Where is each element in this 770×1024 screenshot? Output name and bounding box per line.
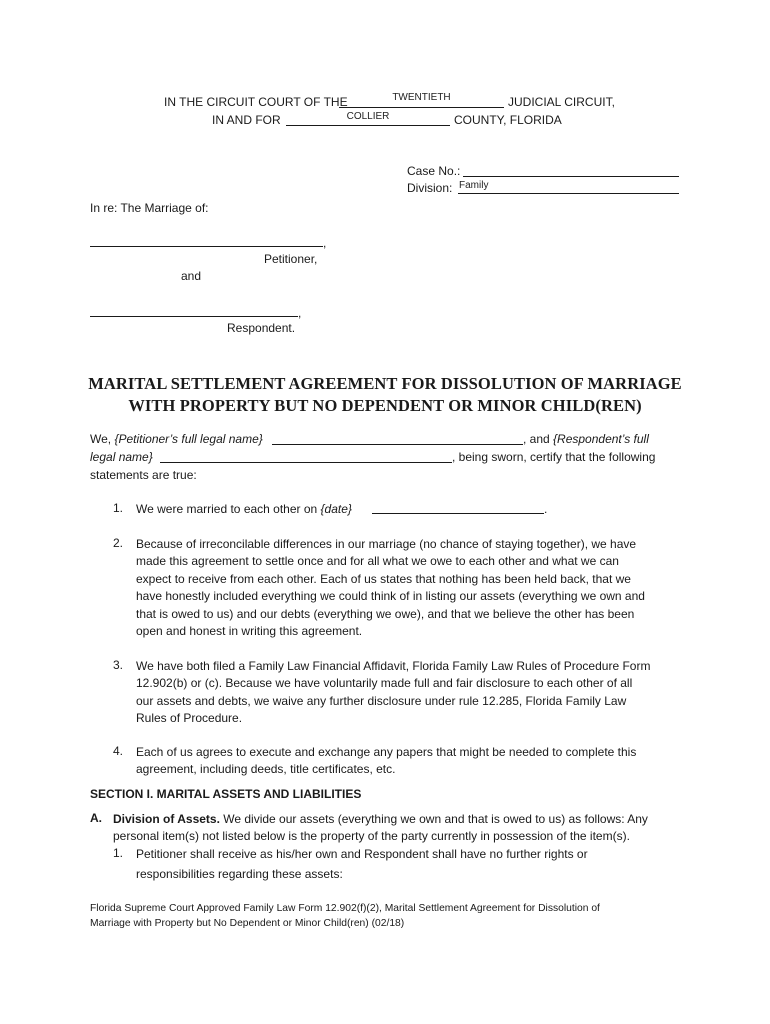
marriage-date-field[interactable] [372,513,544,514]
item-4-number: 4. [113,744,124,758]
petitioner-name-hint: {Petitioner’s full legal name} [114,432,263,446]
court-suffix: JUDICIAL CIRCUIT, [508,95,615,109]
petitioner-comma: , [323,236,327,250]
division-of-assets-title: Division of Assets. [113,812,220,826]
circuit-field-line[interactable] [339,107,504,108]
form-title-line-1: MARITAL SETTLEMENT AGREEMENT FOR DISSOLUTION OF MARRIAGE [88,374,682,393]
and-label: and [181,269,202,283]
county-prefix: IN AND FOR [212,113,281,127]
section-a-label: A. [90,811,102,825]
sub-item-1-line-2: responsibilities regarding these assets: [136,867,343,881]
petitioner-label: Petitioner, [264,252,318,266]
division-value[interactable]: Family [459,180,489,191]
petitioner-name-field[interactable] [90,246,323,247]
item-2-text: Because of irreconcilable differences in our marriage (no chance of staying together), we have made this agreement to settle once and for all what we owe to each other and what we can expect to receive from each other. Each of us states that nothing has been held back, that we have honestly included everything we could think of in listing our assets (everything we own and that is owed to us) and our debts (everything we owe), and that we believe the other has been open and honest in writing this agreement. [136,537,645,639]
court-prefix: IN THE CIRCUIT COURT OF THE [164,95,348,109]
county-field-value[interactable]: COLLIER [346,111,390,122]
form-footer: Florida Supreme Court Approved Family Law Form 12.902(f)(2), Marital Settlement Agreement for Dissolution of Marriage with Property but No Dependent or Minor Child(ren) (02/18) [90,903,600,929]
intro-line-2-end: , being sworn, certify that the following [452,450,656,464]
section-a-text: Division of Assets. We divide our assets (everything we own and that is owed to us) as follows: Any personal item(s) not listed below is the property of the party currently in possession of the item(s). [113,812,648,844]
county-suffix: COUNTY, FLORIDA [454,113,562,127]
county-field-line[interactable] [286,125,450,126]
item-1-text: We were married to each other on {date} [136,502,352,516]
intro-line-2: legal name} [90,450,153,464]
petitioner-full-name-field[interactable] [272,444,523,445]
division-label: Division: [407,181,453,195]
circuit-field-value[interactable]: TWENTIETH [392,92,451,103]
item-1-period: . [544,502,548,516]
case-no-label: Case No.: [407,164,461,178]
item-4-text: Each of us agrees to execute and exchange any papers that might be needed to complete this agreement, including deeds, title certificates, etc. [136,745,637,777]
respondent-name-hint: {Respondent’s full [553,432,649,446]
case-no-field[interactable] [463,176,679,177]
item-2-number: 2. [113,536,124,550]
respondent-label: Respondent. [227,321,296,335]
intro-line-1-end: , and {Respondent’s full [523,432,649,446]
sub-item-1-line-1: Petitioner shall receive as his/her own and Respondent shall have no further rights or [136,847,588,861]
item-3-text: We have both filed a Family Law Financial Affidavit, Florida Family Law Rules of Procedure Form 12.902(b) or (c). Because we have voluntarily made full and fair disclosure to each other of all our assets and debts, we waive any further disclosure under rule 12.285, Florida Family Law Rules of Procedure. [136,659,651,726]
intro-line-1: We, {Petitioner’s full legal name} [90,432,263,446]
item-3-number: 3. [113,658,124,672]
division-field[interactable] [458,193,679,194]
respondent-name-field[interactable] [90,316,298,317]
respondent-full-name-field[interactable] [160,462,452,463]
intro-line-3: statements are true: [90,468,197,482]
date-hint: {date} [320,502,352,516]
item-1-number: 1. [113,501,124,515]
form-title-line-2: WITH PROPERTY BUT NO DEPENDENT OR MINOR CHILD(REN) [128,396,642,415]
respondent-comma: , [298,306,302,320]
sub-item-1-number: 1. [113,846,124,860]
section-1-heading: SECTION I. MARITAL ASSETS AND LIABILITIES [90,787,362,801]
in-re-label: In re: The Marriage of: [90,201,209,215]
